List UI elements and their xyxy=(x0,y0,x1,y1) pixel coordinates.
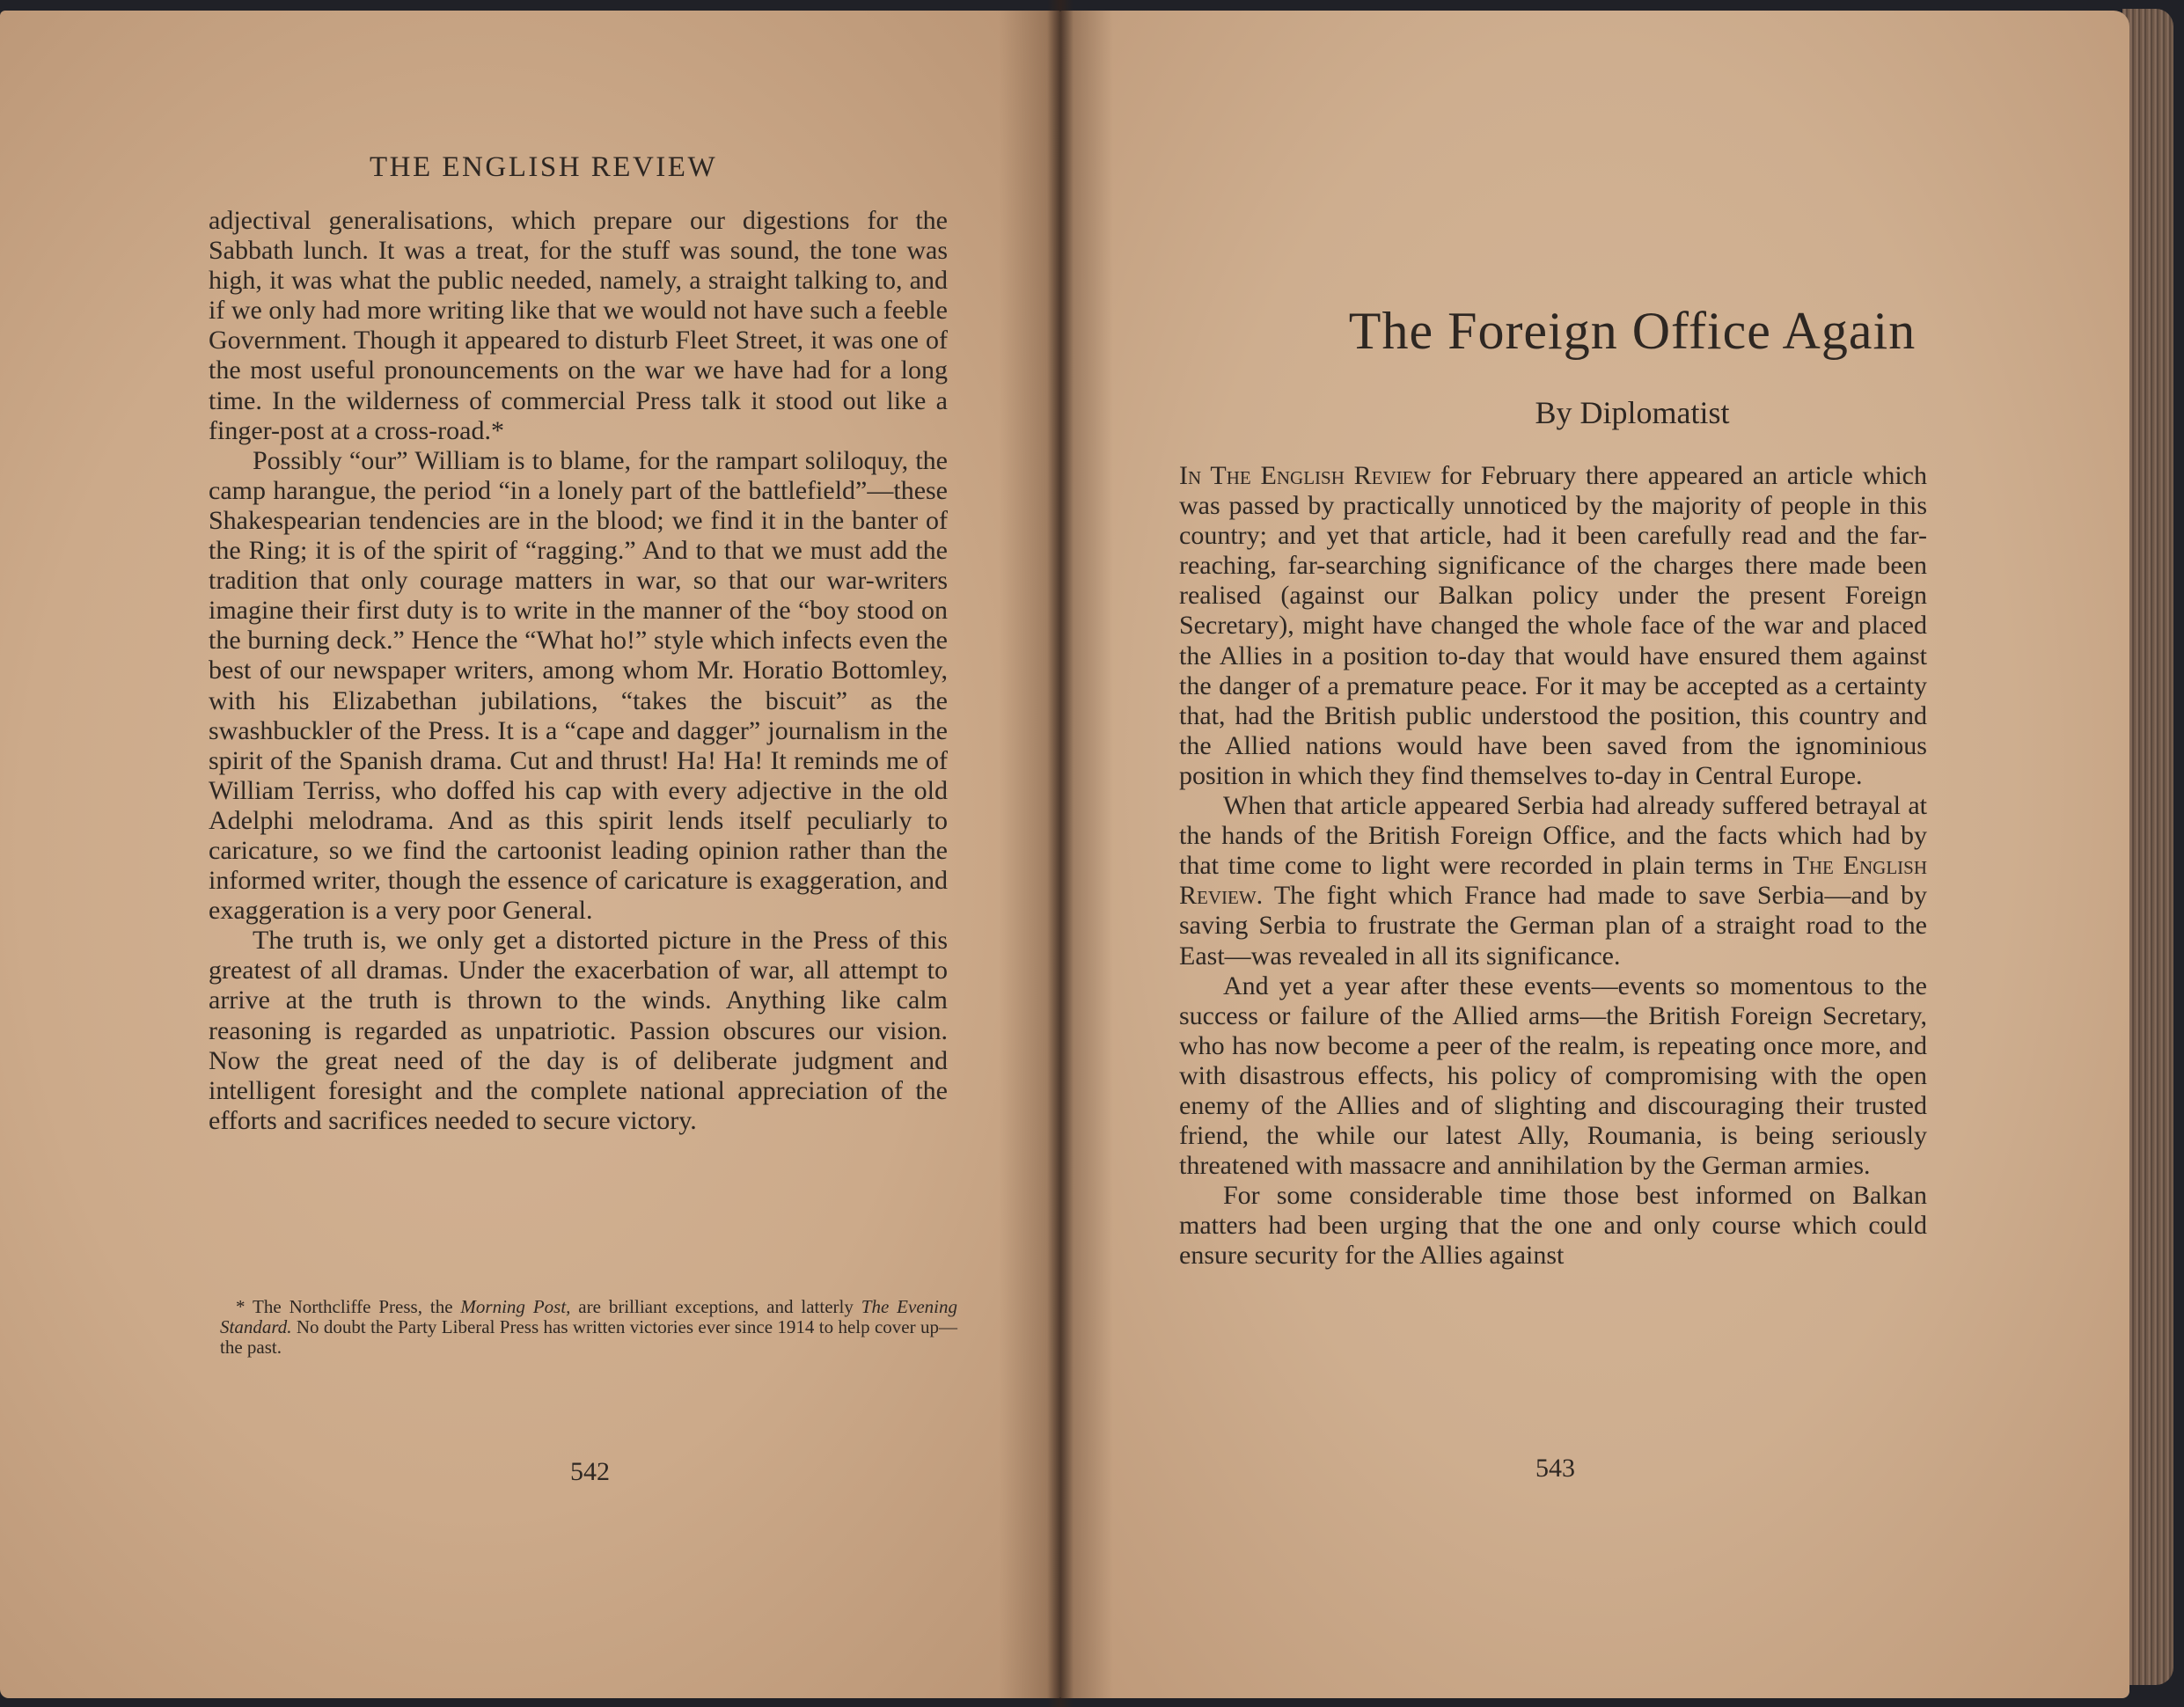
footnote-text: are brilliant exceptions, and latterly xyxy=(570,1296,861,1317)
book-gutter xyxy=(1047,0,1074,1707)
paragraph-text: for February there appeared an article which was passed by practically unnoticed by the majority of people in this country; and yet that article, had it been carefully read and the far-reaching, far-searching significance of the charges there made been realised (against our Balkan policy under the present Foreign Secretary), might have changed the whole face of the war and placed the Allies in a position to-day that would have ensured them against the danger of a premature peace. For it may be accepted as a certainty that, had the British public understood the position, this country and the Allied nations would have been saved from the ignominious position in which they find themselves to-day in Central Europe. xyxy=(1179,461,1927,790)
page-number: 542 xyxy=(570,1457,610,1486)
running-head: THE ENGLISH REVIEW xyxy=(370,151,718,183)
paragraph-text: When that article appeared Serbia had already suffered betrayal at the hands of the British Foreign Office, and the facts which had by that time come to light were recorded in plain terms in xyxy=(1179,791,1927,881)
smallcaps-title: The English Review. xyxy=(1179,851,1927,911)
paragraph: And yet a year after these events—events so momentous to the success or failure of the Allied arms—the British Foreign Secretary, who has now become a peer of the realm, is repeating once more, and with disastrous effects, his policy of compromising with the open enemy of the Allies and of slighting and discouraging their trusted friend, the while our latest Ally, Roumania, is being seriously threatened with massacre and annihilation by the German armies. xyxy=(1179,971,1927,1181)
paragraph: adjectival generalisations, which prepare our digestions for the Sabbath lunch. It was a treat, for the stuff was sound, the tone was high, it was what the public needed, namely, a straight talking to, and if we only had more writing like that we would not have such a feeble Government. Though it appeared to disturb Fleet Street, it was one of the most useful pronouncements on the war we have had for a long time. In the wilderness of commercial Press talk it stood out like a finger-post at a cross-road.* xyxy=(209,206,948,445)
paragraph: Possibly “our” William is to blame, for the rampart soliloquy, the camp harangue, the period “in a lonely part of the battlefield”—these Shakespearian tendencies are in the blood; we find it in the banter of the Ring; it is of the spirit of “ragging.” And to that we must add the tradition that only courage matters in war, so that our war-writers imagine their first duty is to write in the manner of the “boy stood on the burning deck.” Hence the “What ho!” style which infects even the best of our newspaper writers, among whom Mr. Horatio Bottomley, with his Elizabethan jubilations, “takes the biscuit” as the swashbuckler of the Press. It is a “cape and dagger” journalism in the spirit of the Spanish drama. Cut and thrust! Ha! Ha! It reminds me of William Terriss, who doffed his cap with every adjective in the old Adelphi melodrama. And as this spirit lends itself peculiarly to caricature, so we find the cartoonist leading opinion rather than the informed writer, though the essence of caricature is exaggeration, and exaggeration is a very poor General. xyxy=(209,445,948,926)
byline: By Diplomatist xyxy=(1535,395,1730,430)
footnote xyxy=(220,1297,957,1358)
footnote-italic: The Evening Standard. xyxy=(220,1296,957,1337)
article-title: The Foreign Office Again xyxy=(1348,302,1916,360)
left-page xyxy=(0,11,1060,1698)
footnote-italic: Morning Post, xyxy=(460,1296,571,1317)
paragraph: The truth is, we only get a distorted picture in the Press of this greatest of all dramas. Under the exacerbation of war, all attempt to arrive at the truth is thrown to the winds. Anything like calm reasoning is regarded as unpatriotic. Passion obscures our vision. Now the great need of the day is of deliberate judgment and intelligent foresight and the complete national appreciation of the efforts and sacrifices needed to secure victory. xyxy=(209,926,948,1135)
smallcaps-lead: In The English Review xyxy=(1179,461,1432,490)
page-edges xyxy=(2122,9,2173,1685)
footnote-text: No doubt the Party Liberal Press has written victories ever since 1914 to help cover up—the past. xyxy=(220,1316,957,1358)
right-text-column xyxy=(1179,461,1927,1271)
footnote-text: * The Northcliffe Press, the xyxy=(236,1296,461,1317)
paragraph xyxy=(1179,461,1927,791)
left-text-column xyxy=(209,206,948,1136)
paragraph xyxy=(1179,791,1927,971)
paragraph: For some considerable time those best informed on Balkan matters had been urging that the one and only course which could ensure security for the Allies against xyxy=(1179,1181,1927,1271)
page-number: 543 xyxy=(1535,1454,1575,1483)
right-page xyxy=(1060,11,2129,1698)
paragraph-text: The fight which France had made to save Serbia—and by saving Serbia to frustrate the German plan of a straight road to the East—was revealed in all its significance. xyxy=(1179,881,1927,971)
